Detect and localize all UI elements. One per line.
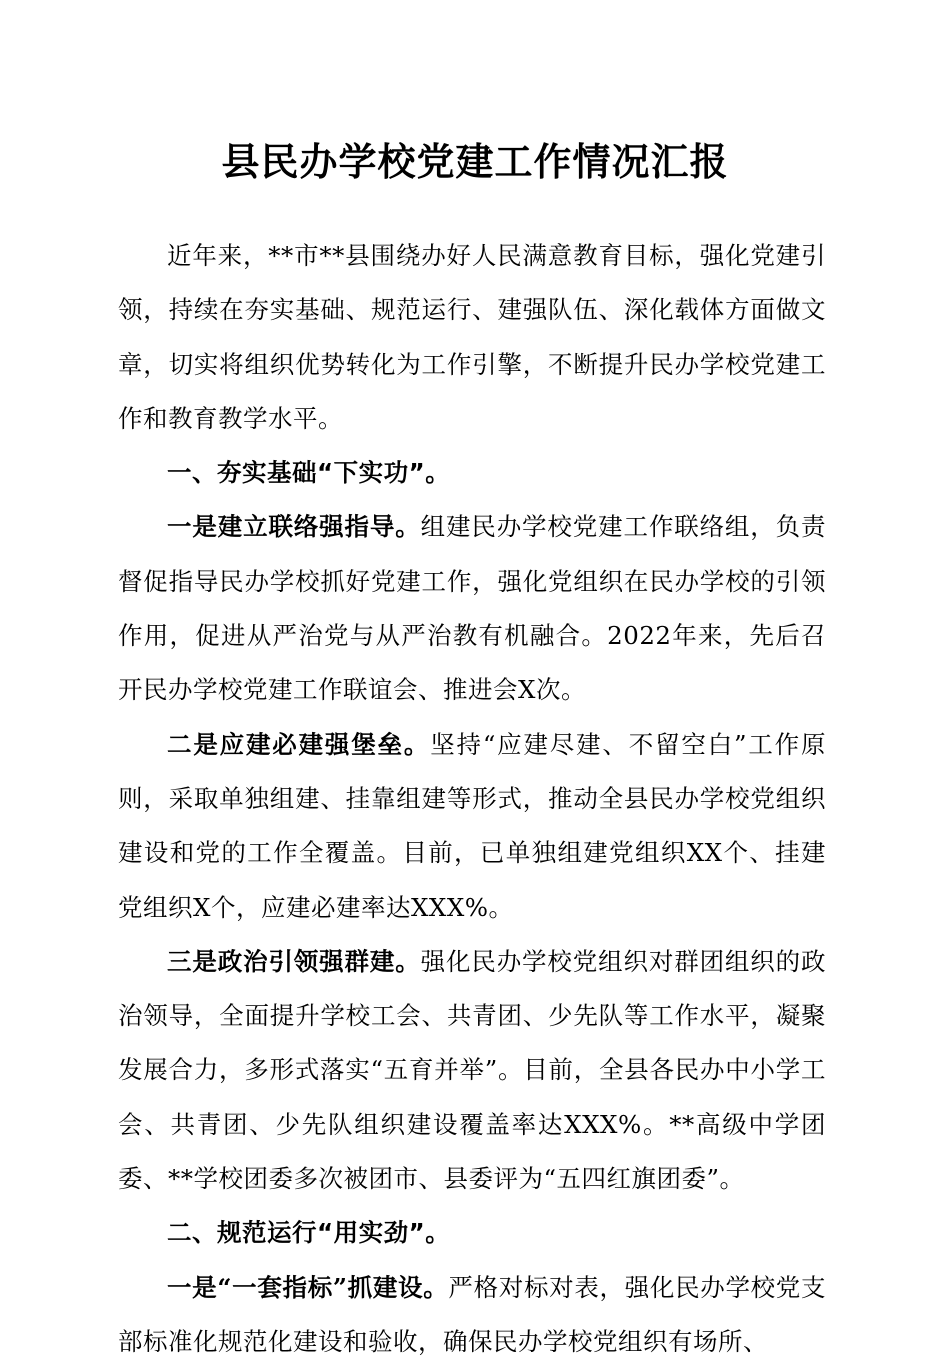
- item-lead: 二是应建必建强堡垒。: [167, 729, 431, 759]
- section-2-item-1: [118, 1261, 826, 1369]
- item-lead: 一是“一套指标”抓建设。: [167, 1272, 449, 1302]
- section-1-item-1: [118, 500, 826, 717]
- section-heading-2: 二、规范运行“用实劲”。: [167, 1218, 451, 1248]
- item-text: 坚持“应建尽建、不留空白”工作原则，采取单独组建、挂靠组建等形式，推动全县民办学校党组织建设和党的工作全覆盖。目前，已单独组建党组织XX个、挂建党组织X个，应建必建率达XXX%。: [118, 729, 826, 922]
- section-1-item-2: [118, 718, 826, 935]
- section-1-item-3: [118, 935, 826, 1206]
- item-text: 严格对标对表，强化民办学校党支部标准化规范化建设和验收，确保民办学校党组织有场所、: [118, 1272, 826, 1356]
- document-body: [118, 229, 826, 1369]
- section-heading-1: 一、夯实基础“下实功”。: [167, 458, 451, 488]
- document-title: 县民办学校党建工作情况汇报: [221, 139, 729, 184]
- item-text: 组建民办学校党建工作联络组，负责督促指导民办学校抓好党建工作，强化党组织在民办学校的引领作用，促进从严治党与从严治教有机融合。2022年来，先后召开民办学校党建工作联谊会、推进会X次。: [118, 512, 827, 705]
- item-lead: 一是建立联络强指导。: [167, 512, 421, 542]
- item-text: 强化民办学校党组织对群团组织的政治领导，全面提升学校工会、共青团、少先队等工作水平，凝聚发展合力，多形式落实“五育并举”。目前，全县各民办中小学工会、共青团、少先队组织建设覆盖率达XXX%。**高级中学团委、**学校团委多次被团市、县委评为“五四红旗团委”。: [118, 946, 827, 1194]
- intro-paragraph: 近年来，**市**县围绕办好人民满意教育目标，强化党建引领，持续在夯实基础、规范运行、建强队伍、深化载体方面做文章，切实将组织优势转化为工作引擎，不断提升民办学校党建工作和教育教学水平。: [118, 241, 826, 433]
- item-lead: 三是政治引领强群建。: [167, 946, 421, 976]
